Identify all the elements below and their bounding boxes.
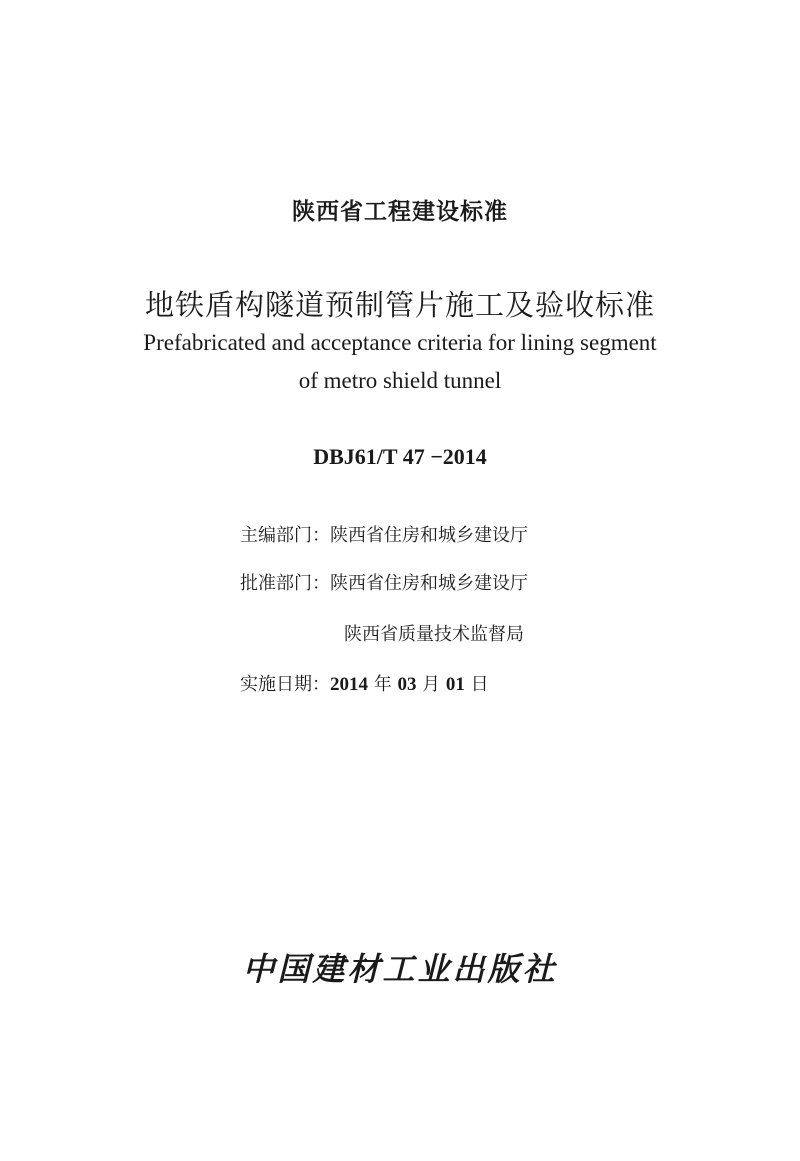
approver-value-2: 陕西省质量技术监督局: [344, 624, 524, 645]
editor-row: [240, 521, 528, 547]
standard-code: DBJ61/T 47 −2014: [313, 444, 487, 469]
effective-year: 2014: [330, 674, 368, 695]
document-title-english: [100, 324, 700, 400]
title-en-line-1: Prefabricated and acceptance criteria for lining segment: [143, 330, 657, 355]
effective-date-row: [240, 670, 489, 696]
effective-month: 03: [397, 674, 417, 695]
editor-label: 主编部门：: [240, 525, 330, 546]
approver-row: [240, 569, 528, 595]
document-title-chinese: 地铁盾构隧道预制管片施工及验收标准: [144, 288, 655, 322]
approver-label: 批准部门：: [240, 573, 330, 594]
series-title: 陕西省工程建设标准: [292, 199, 508, 225]
year-unit: 年: [368, 674, 398, 695]
approver-row-2: [240, 620, 524, 646]
publisher-logotype: 中国建材工业出版社: [242, 950, 558, 988]
effective-day: 01: [445, 674, 465, 695]
title-en-line-2: of metro shield tunnel: [298, 368, 502, 393]
effective-date-label: 实施日期：: [240, 674, 330, 695]
day-unit: 日: [464, 674, 489, 695]
month-unit: 月: [416, 674, 446, 695]
editor-value: 陕西省住房和城乡建设厅: [330, 525, 528, 546]
approver-value-1: 陕西省住房和城乡建设厅: [330, 573, 528, 594]
